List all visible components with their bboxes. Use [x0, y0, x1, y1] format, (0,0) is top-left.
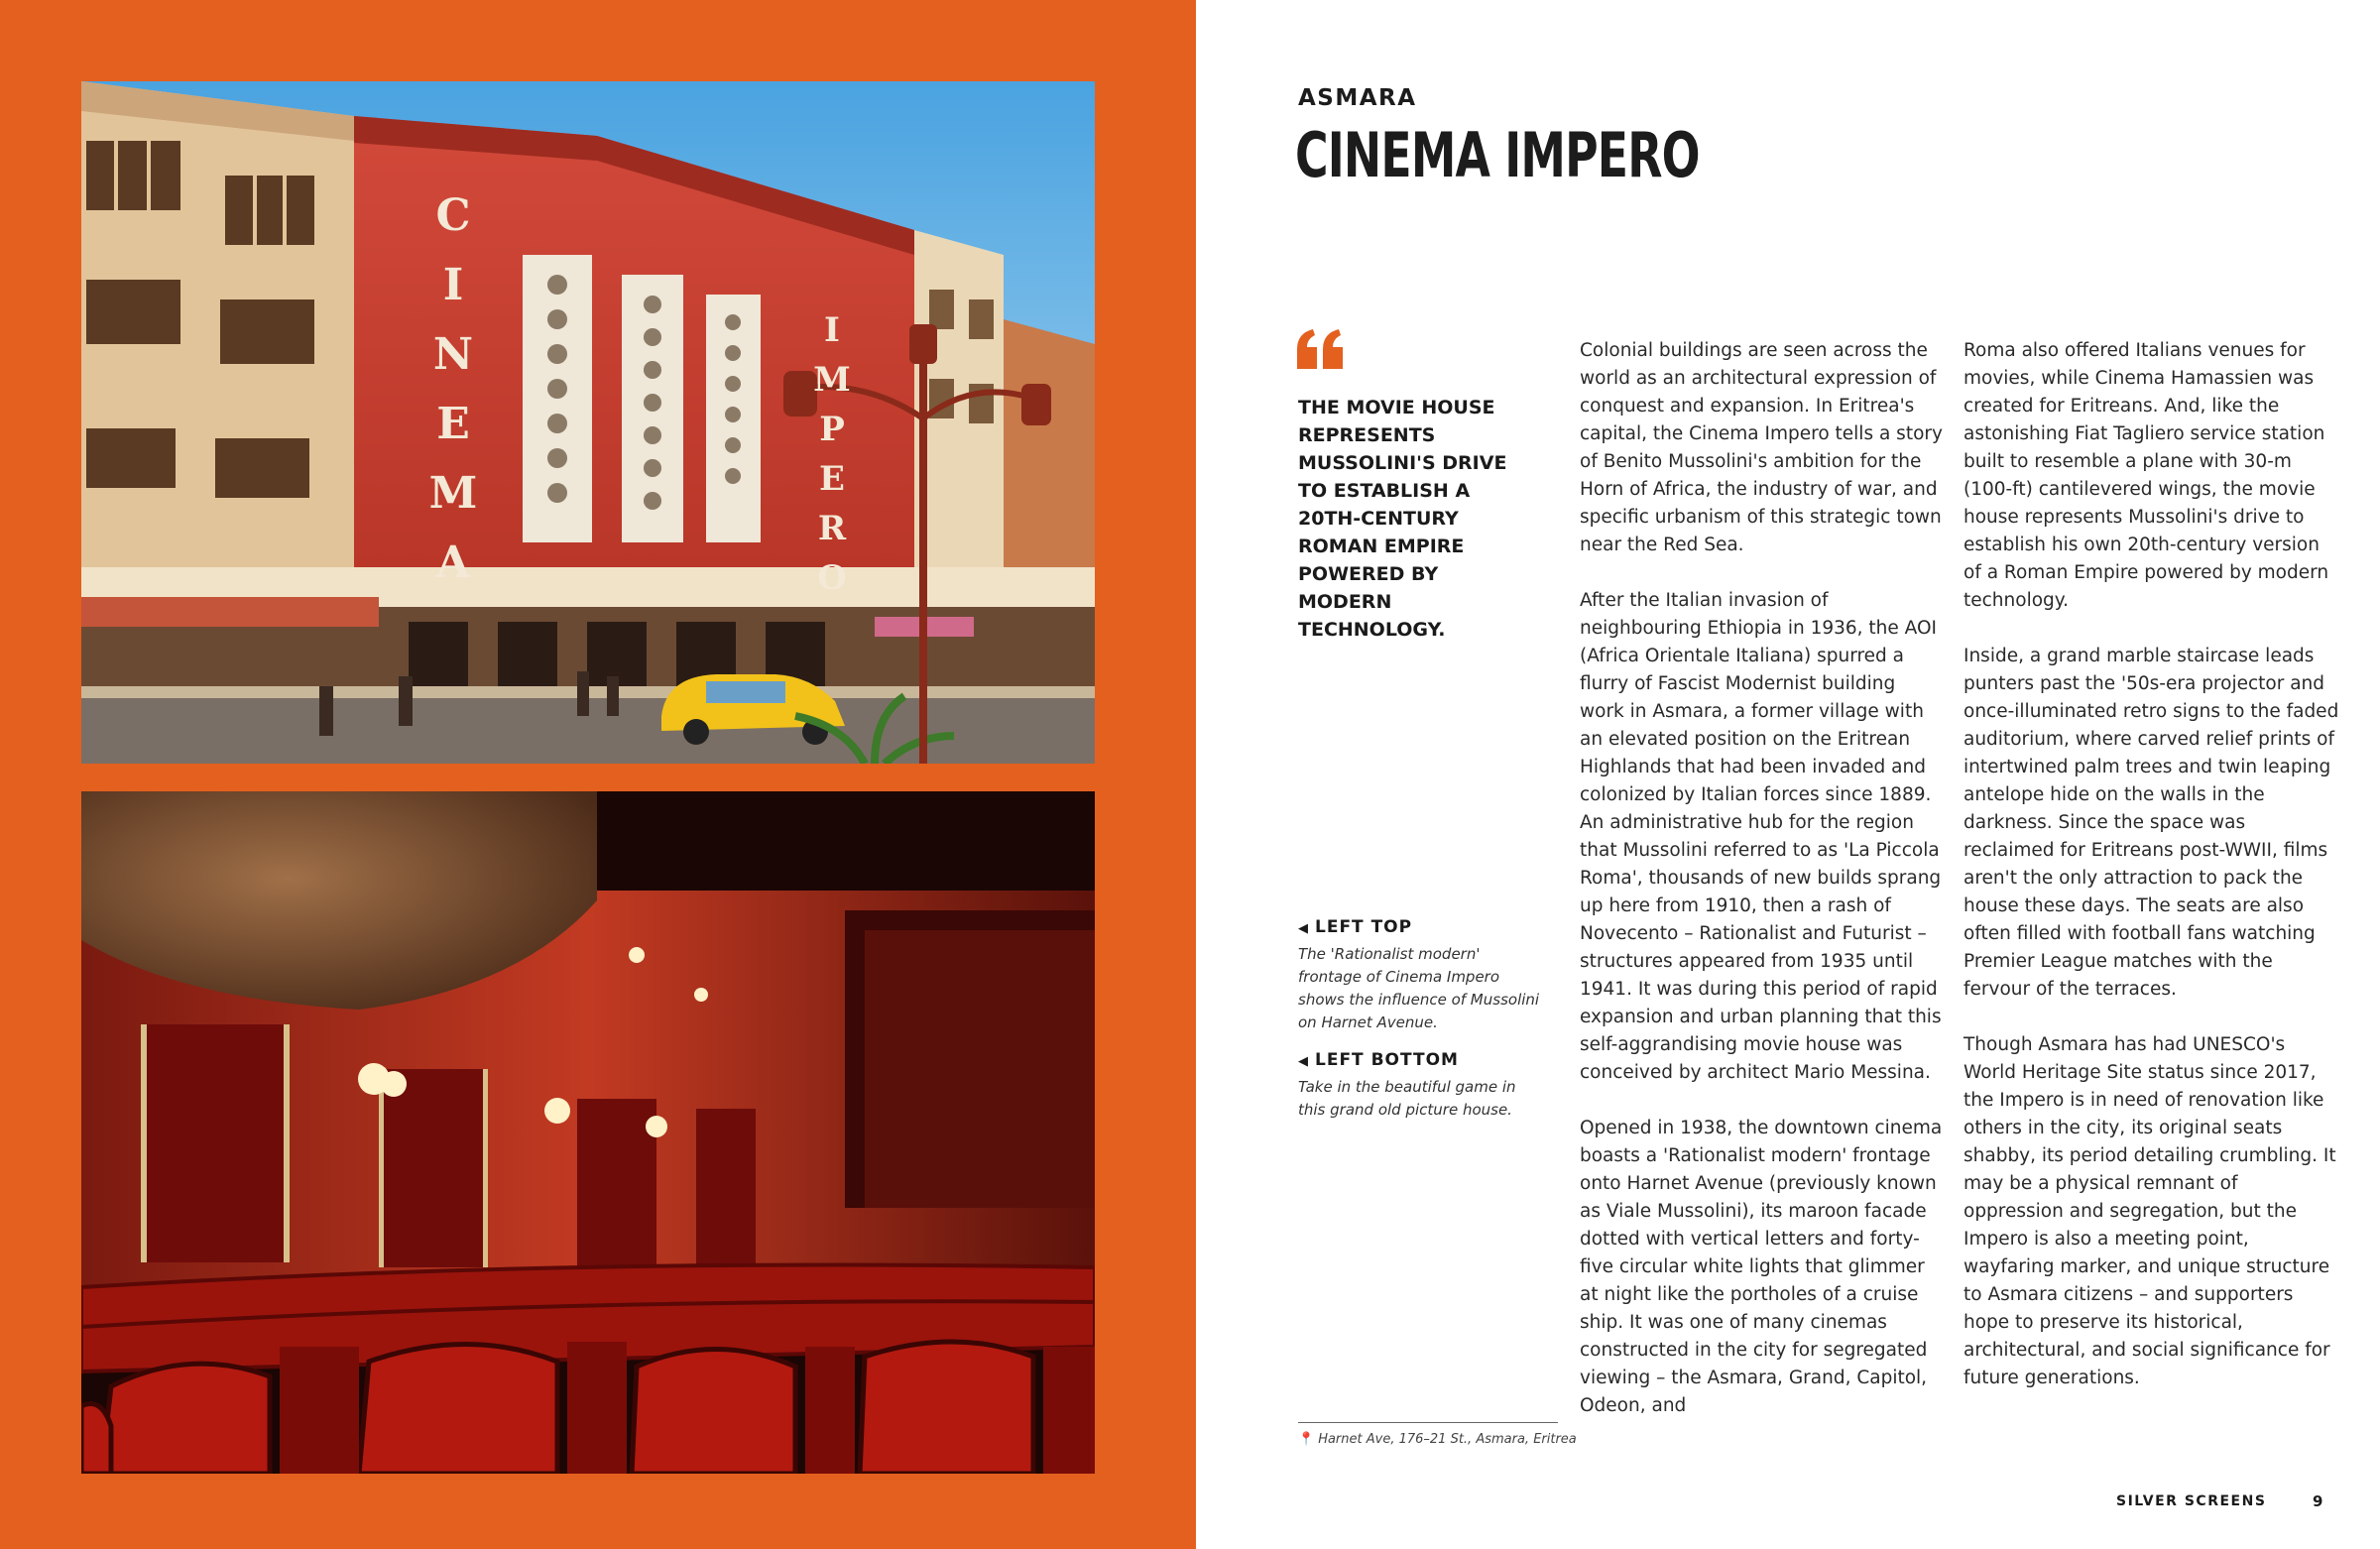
article-title: CINEMA IMPERO: [1295, 119, 1700, 191]
caption-text: The 'Rationalist modern' frontage of Cinema Impero shows the influence of Mussolini on Harnet Avenue.: [1298, 945, 1540, 1031]
page-number: 9: [2313, 1492, 2323, 1510]
sign-letter: O: [817, 558, 847, 598]
sign-letter: I: [442, 260, 464, 310]
running-footer-section: SILVER SCREENS: [2116, 1493, 2267, 1509]
sign-letter: M: [813, 360, 851, 400]
pull-quote: THE MOVIE HOUSE REPRESENTS MUSSOLINI'S DRIVE TO ESTABLISH A 20TH-CENTURY ROMAN EMPIRE POWERED BY MODERN TECHNOLOGY.: [1298, 397, 1507, 641]
photo-cinema-auditorium: [81, 791, 1095, 1474]
left-arrow-icon: ◀: [1298, 1054, 1309, 1069]
sign-letter: I: [824, 310, 840, 350]
body-column-2: [1964, 337, 2340, 1420]
caption-heading: [1298, 917, 1546, 937]
caption-heading: [1298, 1050, 1546, 1070]
body-column-1: [1580, 337, 1945, 1448]
quote-mark-icon: [1297, 329, 1345, 369]
caption-heading-label: LEFT TOP: [1315, 917, 1413, 937]
sign-letter: P: [819, 410, 845, 449]
sign-letter: M: [428, 468, 478, 519]
article-kicker: ASMARA: [1298, 85, 1417, 111]
body-paragraph: Roma also offered Italians venues for movies, while Cinema Hamassien was created for Eritreans. And, like the astonishing Fiat Tagliero service station built to resemble a plane with 30-m (100-ft) cantilevered wings, the movie house represents Mussolini's drive to establish his own 20th-century version of a Roman Empire powered by modern technology.: [1964, 340, 2329, 611]
body-paragraph: Inside, a grand marble staircase leads punters past the '50s-era projector and once-illuminated retro signs to the faded auditorium, where carved relief prints of intertwined palm trees and twin leaping antelope hide on the walls in the darkness. Since the space was reclaimed for Eritreans post-WWII, films aren't the only attraction to pack the house these days. The seats are also often filled with football fans watching Premier League matches with the fervour of the terraces.: [1964, 646, 2339, 1000]
caption-left-top: [1298, 917, 1546, 1034]
caption-heading-label: LEFT BOTTOM: [1315, 1050, 1459, 1070]
left-arrow-icon: ◀: [1298, 921, 1309, 936]
right-page: [1196, 0, 2380, 1549]
sign-letter: E: [819, 459, 845, 499]
cinema-facade-illustration: [81, 81, 1095, 764]
sign-letter: C: [435, 190, 471, 241]
address-text: Harnet Ave, 176–21 St., Asmara, Eritrea: [1318, 1432, 1577, 1447]
body-paragraph: After the Italian invasion of neighbouring Ethiopia in 1936, the AOI (Africa Orientale Italiana) spurred a flurry of Fascist Modernist building work in Asmara, a former village with an elevated position on the Eritrean Highlands that had been invaded and colonized by Italian forces since 1889. An administrative hub for the region that Mussolini referred to as 'La Piccola Roma', thousands of new builds sprang up here from 1910, then a rash of Novecento – Rationalist and Futurist – structures appeared from 1935 until 1941. It was during this period of rapid expansion and urban planning that this self-aggrandising movie house was conceived by architect Mario Messina.: [1580, 590, 1942, 1083]
body-paragraph: Colonial buildings are seen across the world as an architectural expression of conquest and expansion. In Eritrea's capital, the Cinema Impero tells a story of Benito Mussolini's ambition for the Horn of Africa, the industry of war, and specific urbanism of this strategic town near the Red Sea.: [1580, 340, 1943, 555]
sign-letter: A: [435, 537, 471, 588]
caption-left-bottom: [1298, 1050, 1546, 1122]
address: [1298, 1432, 1577, 1447]
address-divider: [1298, 1422, 1558, 1423]
sign-letter: N: [432, 329, 474, 380]
location-pin-icon: 📍: [1298, 1432, 1315, 1447]
auditorium-illustration: [81, 791, 1095, 1474]
photo-cinema-facade: [81, 81, 1095, 764]
body-paragraph: Though Asmara has had UNESCO's World Heritage Site status since 2017, the Impero is in need of renovation like others in the city, its original seats shabby, its period detailing crumbling. It may be a physical remnant of oppression and segregation, but the Impero is also a meeting point, wayfaring marker, and unique structure to Asmara citizens – and supporters hope to preserve its historical, architectural, and social significance for future generations.: [1964, 1034, 2336, 1388]
caption-text: Take in the beautiful game in this grand old picture house.: [1298, 1078, 1516, 1119]
sign-letter: R: [817, 509, 847, 548]
sign-letter: E: [436, 399, 470, 449]
body-paragraph: Opened in 1938, the downtown cinema boasts a 'Rationalist modern' frontage onto Harnet Avenue (previously known as Viale Mussolini), its maroon facade dotted with vertical letters and forty-five circular white lights that glimmer at night like the portholes of a cruise ship. It was one of many cinemas constructed in the city for segregated viewing – the Asmara, Grand, Capitol, Odeon, and: [1580, 1118, 1943, 1416]
